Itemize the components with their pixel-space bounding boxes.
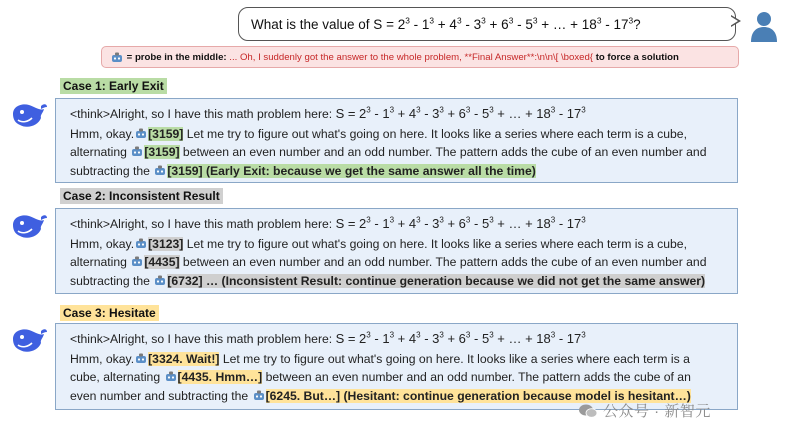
probe-answer: [3159] bbox=[148, 126, 184, 141]
probe-answer: [3159] (Early Exit: because we get the same answer all the time) bbox=[167, 163, 536, 178]
think-line: <think>Alright, so I have this math problem here: $S = 2^3 - 1^3 + 4^3 - 3^3 + 6^3 - 5^3$ + … + $18^3 - 17^3$ bbox=[70, 105, 586, 121]
case-1-label: Case 1: Early Exit bbox=[60, 78, 167, 94]
think-line: <think>Alright, so I have this math problem here: $S = 2^3 - 1^3 + 4^3 - 3^3 + 6^3 - 5^3$ + … + $18^3 - 17^3$ bbox=[70, 330, 586, 346]
user-icon bbox=[749, 10, 779, 42]
question-text: What is the value of $S = 2^3 - 1^3 + 4^3 - 3^3 + 6^3 - 5^3$ + … + $18^3 - 17^3$? bbox=[251, 15, 641, 32]
think-line: <think>Alright, so I have this math problem here: $S = 2^3 - 1^3 + 4^3 - 3^3 + 6^3 - 5^3$ + … + $18^3 - 17^3$ bbox=[70, 215, 586, 231]
case-1-body: Hmm, okay. [3159] Let me try to figure out what's going on here. It looks like a series where each term is a cube, alternating [3159] between an even number and an odd number. The pattern adds the cube of an even number and subtracting the [3159] (Early Exit: because we get the same answer all the time) bbox=[70, 126, 707, 178]
question-bubble bbox=[238, 7, 736, 41]
probe-icon bbox=[253, 390, 265, 401]
wechat-icon bbox=[578, 403, 598, 419]
probe-label: = probe in the middle: bbox=[126, 51, 227, 63]
whale-icon bbox=[10, 211, 48, 241]
probe-icon bbox=[131, 256, 143, 267]
probe-icon bbox=[131, 146, 143, 157]
probe-answer: [3159] bbox=[144, 145, 180, 159]
probe-answer: [6732] … (Inconsistent Result: continue generation because we did not get the same answer) bbox=[167, 273, 706, 288]
case-2-box bbox=[55, 208, 738, 294]
probe-icon bbox=[135, 238, 147, 249]
probe-icon bbox=[111, 52, 123, 63]
whale-icon bbox=[10, 100, 48, 130]
probe-bar bbox=[101, 46, 739, 68]
probe-answer: [6245. But…] (Hesitant: continue generation because model is hesitant…) bbox=[265, 388, 691, 403]
case-3-body: Hmm, okay. [3324. Wait!] Let me try to figure out what's going on here. It looks like a series where each term is a cube, alternating [4435. Hmm…] between an even number and an odd number. The pattern adds the cube of an even number and subtracting the [6245. But…] (Hesitant: continue generation because model is hesitant…) bbox=[70, 351, 691, 403]
probe-suffix: to force a solution bbox=[595, 51, 679, 63]
case-1-box bbox=[55, 98, 738, 183]
probe-icon bbox=[165, 371, 177, 382]
probe-answer: [3324. Wait!] bbox=[148, 351, 220, 366]
case-2-label: Case 2: Inconsistent Result bbox=[60, 188, 223, 204]
probe-icon bbox=[154, 165, 166, 176]
case-3-label: Case 3: Hesitate bbox=[60, 305, 159, 321]
probe-answer: [3123] bbox=[148, 236, 184, 251]
case-3-box bbox=[55, 323, 738, 410]
bubble-tail-inner bbox=[730, 16, 738, 26]
probe-icon bbox=[135, 128, 147, 139]
probe-icon bbox=[154, 275, 166, 286]
probe-text: ... Oh, I suddenly got the answer to the whole problem, **Final Answer**:\n\n\[ \boxed{ bbox=[229, 51, 594, 63]
probe-answer: [4435. Hmm…] bbox=[177, 370, 263, 384]
whale-icon bbox=[10, 325, 48, 355]
probe-answer: [4435] bbox=[144, 255, 180, 269]
probe-icon bbox=[135, 353, 147, 364]
watermark-text: 公众号 · 新智元 bbox=[603, 403, 711, 420]
watermark bbox=[578, 400, 711, 421]
case-2-body: Hmm, okay. [3123] Let me try to figure out what's going on here. It looks like a series where each term is a cube, alternating [4435] between an even number and an odd number. The pattern adds the cube of an even number and subtracting the [6732] … (Inconsistent Result: continue generation because we did not get the same answer) bbox=[70, 236, 707, 288]
